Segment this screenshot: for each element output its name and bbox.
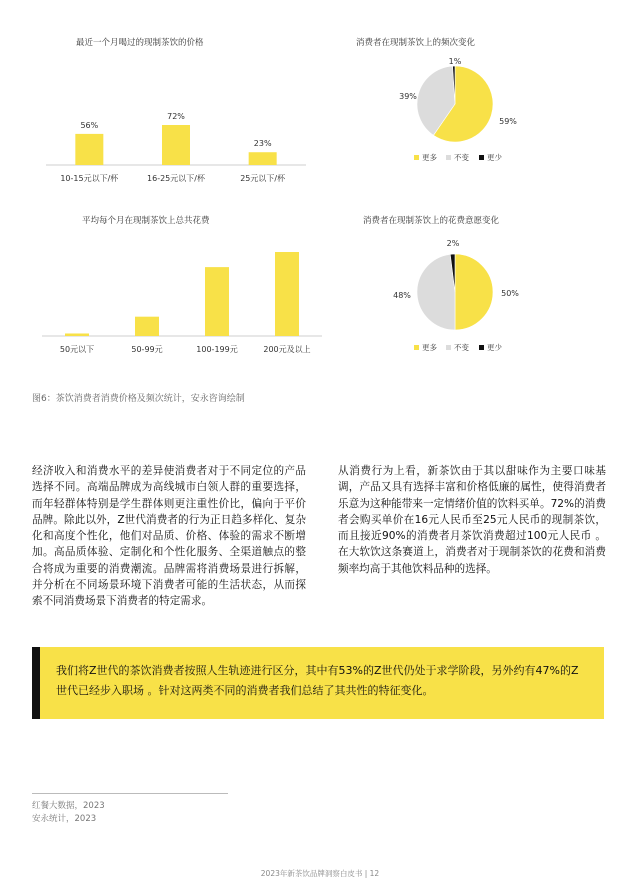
source-item: 红餐大数据，2023 (32, 801, 105, 811)
callout-box (32, 647, 604, 719)
bar (249, 152, 277, 165)
legend-label: 不变 (454, 343, 469, 352)
bar (162, 125, 190, 165)
slice-label: 50% (501, 289, 519, 298)
right-column-text (338, 463, 606, 577)
footnote-divider (32, 793, 228, 794)
slice-label: 39% (399, 92, 417, 101)
left-column-text (32, 463, 306, 610)
legend-label: 更少 (487, 153, 502, 162)
source-list (32, 800, 105, 826)
slice-label: 59% (499, 117, 517, 126)
x-tick-label: 25元以下/杯 (240, 174, 286, 183)
x-tick-label: 10-15元以下/杯 (60, 174, 119, 183)
page-footer: 2023年新茶饮品牌洞察白皮书 | 12 (260, 869, 380, 878)
legend-label: 更多 (422, 343, 437, 352)
slice-label: 2% (446, 239, 460, 248)
pie-slice (455, 254, 493, 330)
chart2-title: 消费者在现制茶饮上的频次变化 (356, 38, 476, 48)
legend-swatch (446, 155, 451, 160)
figure-caption: 图6：茶饮消费者消费价格及频次统计，安永咨询绘制 (32, 394, 245, 404)
bar (75, 134, 103, 165)
slice-label: 48% (393, 291, 411, 300)
legend-swatch (446, 345, 451, 350)
spend-bar-chart (40, 230, 330, 360)
frequency-pie-chart (380, 50, 540, 170)
bar-value-label: 56% (80, 120, 99, 130)
legend-label: 更多 (422, 153, 437, 162)
chart3-title: 平均每个月在现制茶饮上总共花费 (82, 216, 210, 226)
legend-swatch (414, 345, 419, 350)
right-paragraph: 从消费行为上看，新茶饮由于其以甜味作为主要口味基调，产品又具有选择丰富和价格低廉的属性，使得消费者乐意为这种能带来一定情绪价值的饮料买单。72%的消费者会购买单价在16元人民币至25元人民币的现制茶饮，而且接近90%的消费者月茶饮消费超过100元人民币 。在大软饮这条赛道上，消费者对于现制茶饮的花费和消费频率均高于其他饮料品种的选择。 (338, 465, 606, 575)
legend-swatch (479, 155, 484, 160)
chart1-title: 最近一个月喝过的现制茶饮的价格 (76, 38, 204, 48)
bar (135, 317, 159, 336)
bar (65, 333, 89, 336)
left-paragraph: 经济收入和消费水平的差异使消费者对于不同定位的产品选择不同。高端品牌成为高线城市白领人群的重要选择，而年轻群体特别是学生群体则更注重性价比，偏向于平价品牌。除此以外，Z世代消费者的行为正日趋多样化、复杂化和高度个性化，他们对品质、价格、体验的需求不断增加。高品质体验、定制化和个性化服务、全渠道触点的整合将成为重要的消费潮流。品牌需将消费场景进行拆解，并分析在不同场景环境下消费者可能的生活状态，从而探索不同消费场景下消费者的特定需求。 (32, 465, 306, 608)
bar-value-label: 23% (253, 139, 272, 149)
bar (275, 252, 299, 336)
x-tick-label: 16-25元以下/杯 (147, 174, 205, 183)
chart4-title: 消费者在现制茶饮上的花费意愿变化 (363, 216, 500, 226)
x-tick-label: 200元及以上 (263, 345, 311, 354)
pie-slice (417, 254, 455, 330)
legend-swatch (479, 345, 484, 350)
legend-label: 更少 (487, 343, 502, 352)
slice-label: 1% (448, 57, 462, 66)
source-item: 安永统计，2023 (32, 814, 97, 824)
legend-swatch (414, 155, 419, 160)
callout-text: 我们将Z世代的茶饮消费者按照人生轨迹进行区分，其中有53%的Z世代仍处于求学阶段，另外约有47%的Z世代已经步入职场 。针对这两类不同的消费者我们总结了其共性的特征变化。 (56, 664, 579, 697)
price-bar-chart (40, 50, 320, 190)
spend-willingness-pie-chart (380, 230, 540, 360)
bar-value-label: 72% (167, 112, 185, 121)
legend-label: 不变 (454, 153, 469, 162)
x-tick-label: 50元以下 (59, 345, 95, 354)
x-tick-label: 100-199元 (196, 345, 238, 354)
x-tick-label: 50-99元 (131, 345, 163, 354)
bar (205, 267, 229, 336)
